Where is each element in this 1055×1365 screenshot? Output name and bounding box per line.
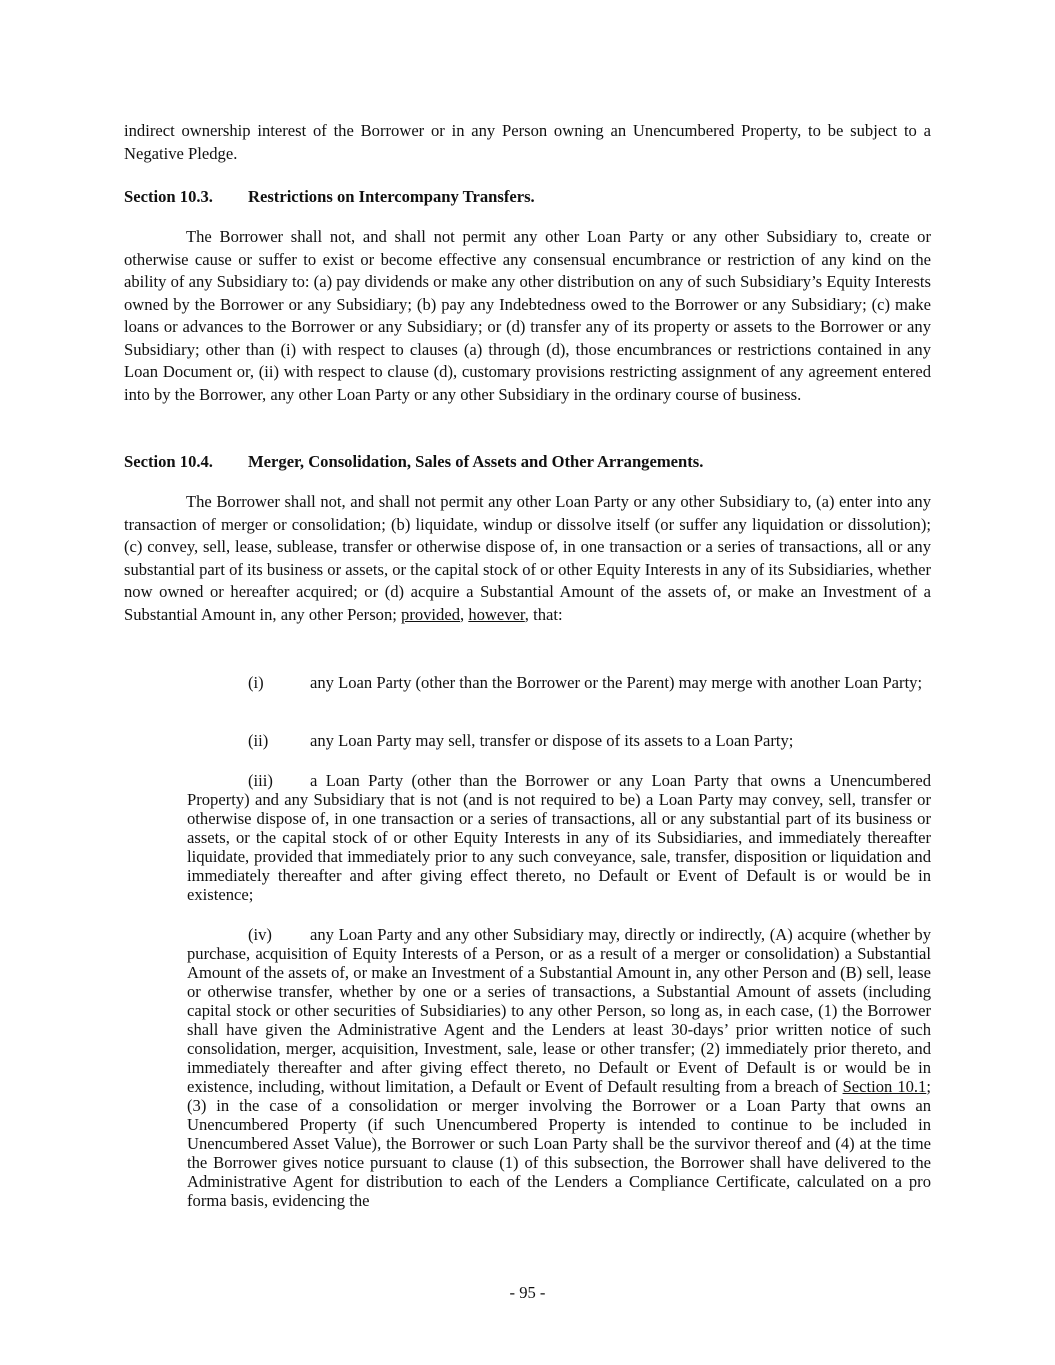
however-term: however — [468, 604, 525, 624]
continuation-paragraph: indirect ownership interest of the Borrower or in any Person owning an Unencumbered Property, to be subject to a Negative Pledge. — [124, 121, 931, 163]
provided-comma: , — [460, 604, 465, 624]
list-item-text: any Loan Party (other than the Borrower or the Parent) may merge with another Loan Party; — [310, 673, 923, 692]
section-10-3-body: The Borrower shall not, and shall not permit any other Loan Party or any other Subsidiary to, create or otherwise cause or suffer to exist or become effective any consensual encumbrance or restriction of any kind on the ability of any Subsidiary to: (a) pay dividends or make any other distribution on any of such Subsidiary’s Equity Interests owned by the Borrower or any Subsidiary; (b) pay any Indebtedness owed to the Borrower or any Subsidiary; (c) make loans or advances to the Borrower or any Subsidiary; or (d) transfer any of its property or assets to the Borrower or any Subsidiary; other than (i) with respect to clauses (a) through (d), those encumbrances or restrictions contained in any Loan Document or, (ii) with respect to clause (d), customary provisions restricting assignment of any agreement entered into by the Borrower, any other Loan Party or any other Subsidiary in the ordinary course of business. — [124, 227, 931, 404]
page-number: - 95 - — [509, 1283, 546, 1302]
list-item-text: any Loan Party may sell, transfer or dispose of its assets to a Loan Party; — [310, 731, 794, 750]
list-item-iv — [187, 925, 931, 1210]
provided-term: provided — [401, 604, 461, 624]
section-10-3-number: Section 10.3. — [124, 187, 213, 206]
list-item-label: (i) — [248, 673, 264, 692]
list-item-text-continued: ; (3) in the case of a consolidation or merger involving the Borrower or a Loan Party that owns an Unencumbered Property (if such Unencumbered Property is intended to continue to be included in Unencumbered Asset Value), the Borrower or such Loan Party shall be the survivor thereof and (4) at the time the Borrower gives notice pursuant to clause (1) of this subsection, the Borrower shall have delivered to the Administrative Agent for distribution to each of the Lenders a Compliance Certificate, calculated on a pro forma basis, evidencing the — [187, 1077, 931, 1210]
that-text: , that: — [524, 604, 563, 624]
list-item-label: (ii) — [248, 731, 269, 750]
list-item-text: a Loan Party (other than the Borrower or any Loan Party that owns a Unencumbered Property) and any Subsidiary that is not (and is not required to be) a Loan Party may convey, sell, transfer or otherwise dispose of, in one transaction or a series of transactions, all or any substantial part of its business or assets, or the capital stock of or other Equity Interests in any of its Subsidiaries, and immediately thereafter liquidate, provided that immediately prior to any such conveyance, sale, transfer, disposition or liquidation and immediately thereafter and after giving effect thereto, no Default or Event of Default is or would be in existence; — [187, 771, 931, 904]
list-item-label: (iv) — [248, 925, 272, 944]
list-item-ii — [187, 731, 931, 750]
section-10-4-body — [124, 491, 931, 626]
section-10-1-reference[interactable]: Section 10.1 — [842, 1077, 927, 1096]
section-10-3-heading — [124, 186, 535, 208]
list-item-text: any Loan Party and any other Subsidiary may, directly or indirectly, (A) acquire (whether by purchase, acquisition of Equity Interests of a Person, or as a result of a merger or consolidation) a Substantial Amount of the assets of, or make an Investment of a Substantial Amount in, any other Person and (B) sell, lease or otherwise transfer, whether by one or a series of transactions, a Substantial Amount of assets (including capital stock or other securities of Subsidiaries) to any other Person, so long as, in each case, (1) the Borrower shall have given the Administrative Agent and the Lenders at least 30-days’ prior written notice of such consolidation, merger, acquisition, Investment, sale, lease or other transfer; (2) immediately prior thereto, and immediately thereafter and after giving effect thereto, no Default or Event of Default is or would be in existence, including, without limitation, a Default or Event of Default resulting from a breach of — [187, 925, 931, 1096]
section-10-4-heading — [124, 451, 703, 473]
list-item-label: (iii) — [248, 771, 273, 790]
list-item-iii — [187, 771, 931, 904]
section-10-4-title: Merger, Consolidation, Sales of Assets and Other Arrangements. — [248, 452, 704, 471]
section-10-3-title: Restrictions on Intercompany Transfers. — [248, 187, 535, 206]
section-10-4-number: Section 10.4. — [124, 452, 213, 471]
section-10-4-body-text: The Borrower shall not, and shall not permit any other Loan Party or any other Subsidiary to, (a) enter into any transaction of merger or consolidation; (b) liquidate, windup or dissolve itself (or suffer any liquidation or dissolution); (c) convey, sell, lease, sublease, transfer or otherwise dispose of, in one transaction or a series of transactions, all or any substantial part of its business or assets, or the capital stock of or other Equity Interests in any of its Subsidiaries, whether now owned or hereafter acquired; or (d) acquire a Substantial Amount of the assets of, or make an Investment of a Substantial Amount in, any other Person; — [124, 492, 931, 624]
list-item-i — [187, 673, 931, 692]
